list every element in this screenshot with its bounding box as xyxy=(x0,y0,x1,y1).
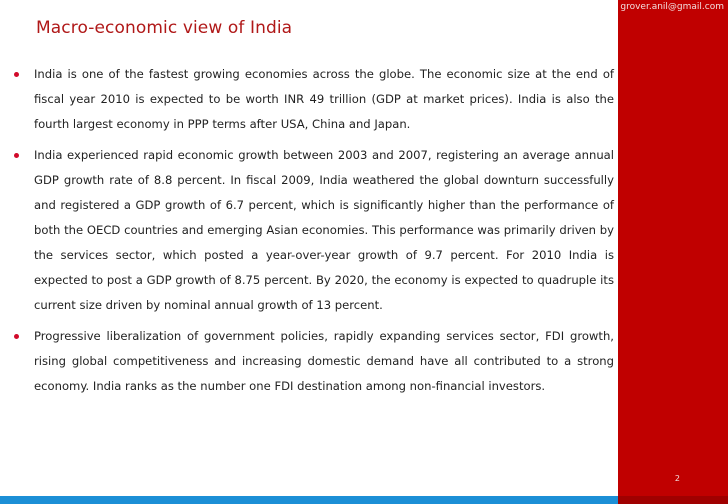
bullet-item xyxy=(14,62,614,137)
bullet-list xyxy=(14,62,614,405)
page-number: 2 xyxy=(674,474,680,483)
bullet-text: India is one of the fastest growing economies across the globe. The economic size at the end of fiscal year 2010 is expected to be worth INR 49 trillion (GDP at market prices). India is also the fourth largest economy in PPP terms after USA, China and Japan. xyxy=(34,67,614,131)
bottom-blue-bar xyxy=(0,496,618,504)
bullet-text: Progressive liberalization of government policies, rapidly expanding services sector, FDI growth, rising global competitiveness and increasing domestic demand have all contributed to a strong economy. India ranks as the number one FDI destination among non-financial investors. xyxy=(34,329,614,393)
author-email: grover.anil@gmail.com xyxy=(620,2,724,12)
red-sidebar xyxy=(618,0,728,504)
bullet-dot-icon xyxy=(14,72,19,77)
slide-title: Macro-economic view of India xyxy=(36,18,293,38)
bullet-item xyxy=(14,324,614,399)
bullet-item xyxy=(14,143,614,318)
bottom-red-bar xyxy=(618,496,728,504)
bullet-text: India experienced rapid economic growth between 2003 and 2007, registering an average annual GDP growth rate of 8.8 percent. In fiscal 2009, India weathered the global downturn successfully and registered a GDP growth of 6.7 percent, which is significantly higher than the performance of both the OECD countries and emerging Asian economies. This performance was primarily driven by the services sector, which posted a year-over-year growth of 9.7 percent. For 2010 India is expected to post a GDP growth of 8.75 percent. By 2020, the economy is expected to quadruple its current size driven by nominal annual growth of 13 percent. xyxy=(34,148,614,312)
bullet-dot-icon xyxy=(14,334,19,339)
bullet-dot-icon xyxy=(14,153,19,158)
